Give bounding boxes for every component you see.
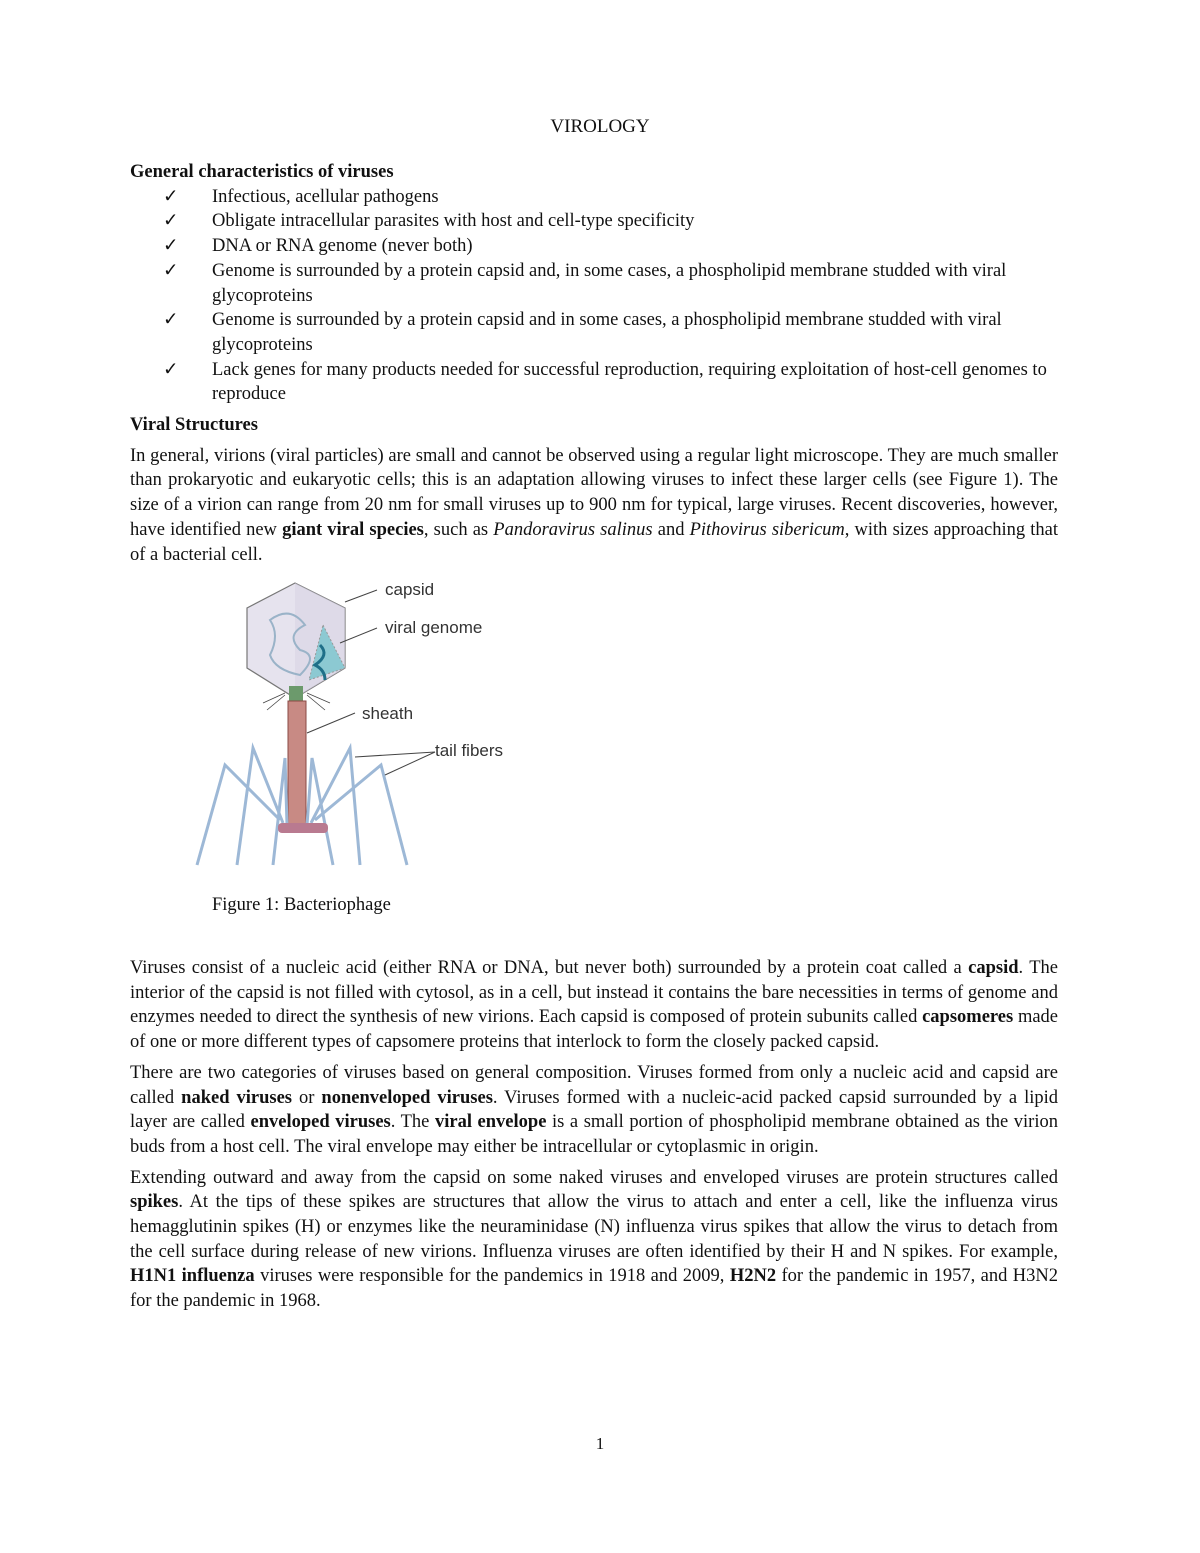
list-item xyxy=(130,308,1058,357)
text-run: or xyxy=(292,1087,322,1108)
bacteriophage-figure xyxy=(185,575,535,875)
list-item-text: Genome is surrounded by a protein capsid and in some cases, a phospholipid membrane studded with viral glycoproteins xyxy=(212,310,1002,355)
checkmark-icon: ✓ xyxy=(163,186,179,207)
bold-term: naked viruses xyxy=(181,1087,292,1108)
label-tail-fibers: tail fibers xyxy=(435,741,504,760)
body-text xyxy=(130,956,1058,1314)
list-item-text: Infectious, acellular pathogens xyxy=(212,186,439,207)
text-run: and xyxy=(652,519,690,540)
paragraph xyxy=(130,956,1058,1055)
bold-term: nonenveloped viruses xyxy=(321,1087,493,1108)
checkmark-icon: ✓ xyxy=(163,359,179,380)
bold-term: giant viral species xyxy=(282,519,424,540)
label-capsid: capsid xyxy=(385,580,435,599)
text-run: , such as xyxy=(423,519,494,540)
list-item xyxy=(130,185,1058,210)
characteristics-list xyxy=(130,185,1058,407)
list-item-text: Lack genes for many products needed for successful reproduction, requiring exploitation of host-cell genomes to reproduce xyxy=(212,359,1047,405)
capsid-shape xyxy=(247,583,345,698)
bold-term: capsid xyxy=(968,958,1019,978)
italic-term: Pandoravirus salinus xyxy=(493,519,653,540)
bold-term: H1N1 influenza xyxy=(130,1266,255,1287)
text-run: is a small portion of phospholipid membrane obtained as the virion buds from a host cell. The viral envelope may either be intracellular or cytoplasmic in origin. xyxy=(130,1112,1058,1157)
bold-term: enveloped viruses xyxy=(250,1112,391,1133)
text-run: . The xyxy=(390,1112,435,1133)
paragraph xyxy=(130,1166,1058,1314)
text-run: In general, virions (viral particles) are small and cannot be observed using a regular light microscope. They are much smaller than prokaryotic and eukaryotic cells; this is an adaptation allowing viruses to infect these larger cells (see Figure 1). The size of a virion can range from 20 nm for small viruses up to 900 nm for typical, large viruses. Recent discoveries, however, have identified new xyxy=(130,445,1058,540)
list-item xyxy=(130,209,1058,234)
text-run: made of one or more different types of capsomere proteins that interlock to form the closely packed capsid. xyxy=(130,1007,1059,1053)
list-item-text: Obligate intracellular parasites with host and cell-type specificity xyxy=(212,211,695,232)
text-run: Extending outward and away from the capsid on some naked viruses and enveloped viruses are protein structures called xyxy=(130,1167,1058,1188)
text-run: Viruses consist of a nucleic acid (either RNA or DNA, but never both) surrounded by a protein coat called a xyxy=(130,958,969,978)
bold-term: H2N2 xyxy=(729,1266,777,1287)
document-title: VIROLOGY xyxy=(550,116,650,137)
page-number: 1 xyxy=(595,1434,605,1453)
text-run: . At the tips of these spikes are structures that allow the virus to attach and enter a cell, like the influenza virus hemagglutinin spikes (H) or enzymes like the neuraminidase (N) influenza virus spikes that allow the virus to detach from the cell surface during release of new virions. Influenza viruses are often identified by their H and N spikes. For example, xyxy=(130,1192,1058,1262)
text-run: There are two categories of viruses based on general composition. Viruses formed from only a nucleic acid and capsid are called xyxy=(130,1062,1058,1108)
text-run: . Viruses formed with a nucleic-acid packed capsid surrounded by a lipid layer are called xyxy=(130,1087,1058,1133)
bold-term: viral envelope xyxy=(434,1112,547,1133)
text-run: viruses were responsible for the pandemics in 1918 and 2009, xyxy=(254,1266,730,1287)
section-general-characteristics xyxy=(130,160,1058,567)
list-item xyxy=(130,259,1058,308)
paragraph xyxy=(130,444,1058,568)
list-item-text: Genome is surrounded by a protein capsid and, in some cases, a phospholipid membrane studded with viral glycoproteins xyxy=(212,260,1007,306)
section-heading: Viral Structures xyxy=(130,415,258,436)
italic-term: Pithovirus sibericum xyxy=(689,519,845,540)
checkmark-icon: ✓ xyxy=(163,260,179,281)
text-run: . The interior of the capsid is not filled with cytosol, as in a cell, but instead it contains the bare necessities in terms of genome and enzymes needed to direct the synthesis of new virions. Each capsid is composed of protein subunits called xyxy=(130,958,1058,1028)
paragraph xyxy=(130,1061,1058,1160)
label-viral-genome: viral genome xyxy=(385,618,483,637)
text-run: for the pandemic in 1957, and H3N2 for the pandemic in 1968. xyxy=(130,1266,1058,1312)
bold-term: capsomeres xyxy=(922,1007,1014,1028)
sheath-shape xyxy=(288,701,306,829)
figure-caption: Figure 1: Bacteriophage xyxy=(212,895,391,915)
checkmark-icon: ✓ xyxy=(163,310,179,331)
list-item xyxy=(130,358,1058,407)
text-run: , with sizes approaching that of a bacterial cell. xyxy=(130,519,1058,565)
list-item-text: DNA or RNA genome (never both) xyxy=(212,236,473,257)
checkmark-icon: ✓ xyxy=(163,211,179,232)
bold-term: spikes xyxy=(130,1192,179,1213)
baseplate-shape xyxy=(278,823,328,833)
section-heading: General characteristics of viruses xyxy=(130,162,394,182)
label-sheath: sheath xyxy=(362,704,414,723)
list-item xyxy=(130,234,1058,259)
checkmark-icon: ✓ xyxy=(163,236,179,257)
